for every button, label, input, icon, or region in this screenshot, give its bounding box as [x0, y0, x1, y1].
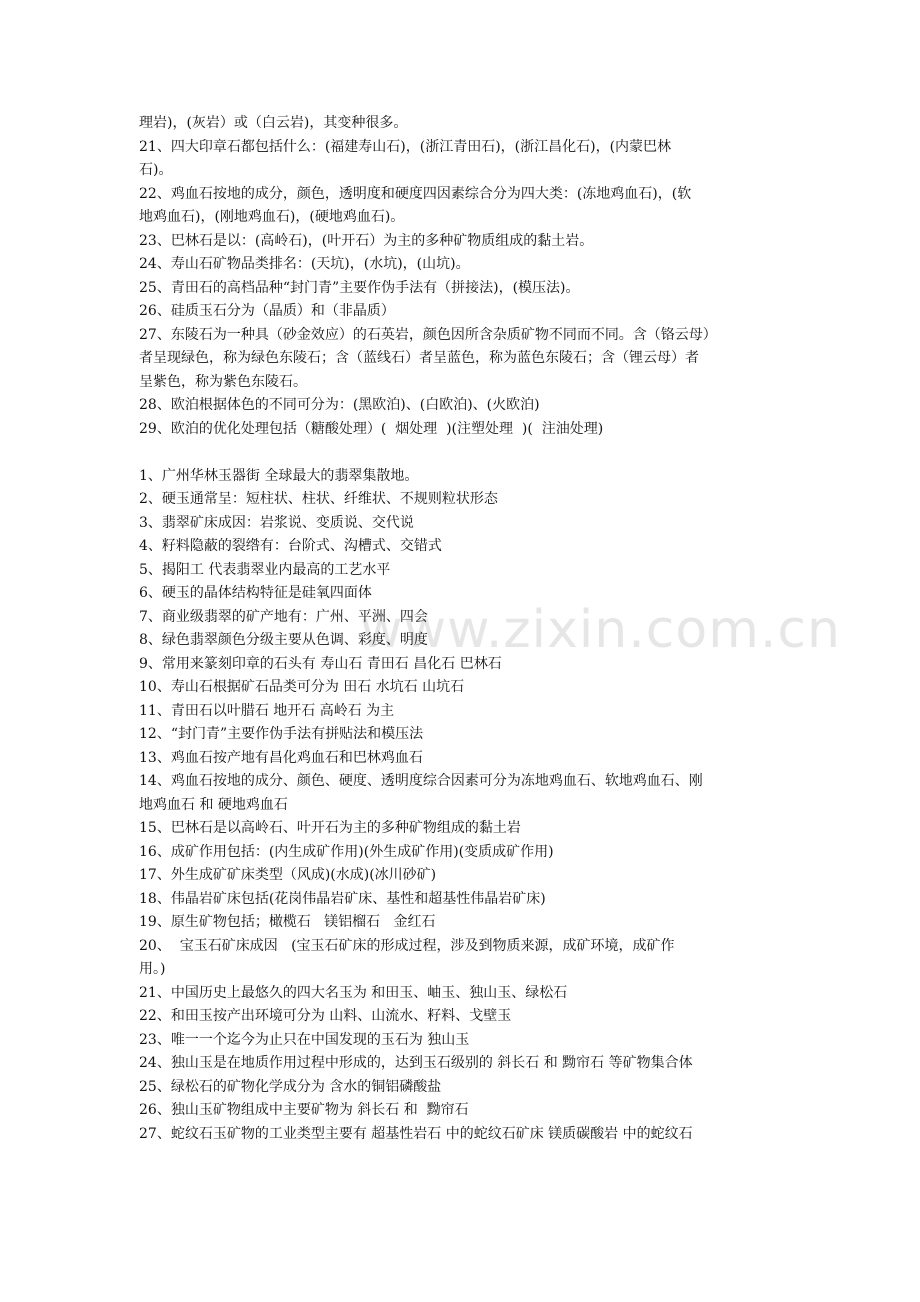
text-line: 1、广州华林玉器街 全球最大的翡翠集散地。: [139, 467, 419, 484]
text-line: 29、欧泊的优化处理包括（糖酸处理）( 烟处理 )(注塑处理 )( 注油处理): [139, 420, 604, 437]
text-line: 呈紫色，称为紫色东陵石。: [139, 373, 307, 390]
text-line: 16、成矿作用包括：(内生成矿作用)(外生成矿作用)(变质成矿作用): [139, 843, 554, 860]
document-body: [139, 112, 789, 1146]
text-line: 5、揭阳工 代表翡翠业内最高的工艺水平: [139, 561, 391, 578]
text-line: 3、翡翠矿床成因：岩浆说、变质说、交代说: [139, 514, 414, 531]
text-line: 22、鸡血石按地的成分，颜色，透明度和硬度四因素综合分为四大类：(冻地鸡血石)，(软: [139, 185, 692, 202]
text-line: 26、独山玉矿物组成中主要矿物为 斜长石 和 黝帘石: [139, 1102, 469, 1118]
text-line: 18、伟晶岩矿床包括(花岗伟晶岩矿床、基性和超基性伟晶岩矿床): [139, 890, 546, 907]
text-line: 地鸡血石)，(刚地鸡血石)，(硬地鸡血石)。: [139, 209, 405, 225]
text-line: 21、中国历史上最悠久的四大名玉为 和田玉、岫玉、独山玉、绿松石: [139, 984, 568, 1001]
text-line: 8、绿色翡翠颜色分级主要从色调、彩度、明度: [139, 632, 428, 648]
text-line: 25、青田石的高档品种“封门青”主要作伪手法有（拼接法)，(模压法)。: [139, 279, 580, 296]
text-line: 26、硅质玉石分为（晶质）和（非晶质）: [139, 303, 395, 319]
text-line: 17、外生成矿矿床类型（风成)(水成)(冰川砂矿): [139, 867, 437, 883]
text-line: 12、“封门青”主要作伪手法有拼贴法和模压法: [139, 726, 424, 742]
text-line: 25、绿松石的矿物化学成分为 含水的铜铝磷酸盐: [139, 1078, 442, 1095]
section-continued-list: [139, 112, 789, 441]
text-line: 10、寿山石根据矿石品类可分为 田石 水坑石 山坑石: [139, 679, 465, 695]
text-line: 20、 宝玉石矿床成因 (宝玉石矿床的形成过程，涉及到物质来源，成矿环境，成矿作: [139, 937, 675, 954]
text-line: 22、和田玉按产出环境可分为 山料、山流水、籽料、戈壁玉: [139, 1008, 512, 1024]
text-line: 13、鸡血石按产地有昌化鸡血石和巴林鸡血石: [139, 749, 423, 766]
section-numbered-list: [139, 465, 789, 1147]
text-line: 11、青田石以叶腊石 地开石 高岭石 为主: [139, 702, 395, 719]
text-line: 24、独山玉是在地质作用过程中形成的，达到玉石级别的 斜长石 和 黝帘石 等矿物集合体: [139, 1055, 693, 1071]
text-line: 用。): [139, 961, 166, 977]
text-line: 23、巴林石是以：(高岭石)，(叶开石）为主的多种矿物质组成的黏土岩。: [139, 232, 594, 249]
text-line: 2、硬玉通常呈：短柱状、柱状、纤维状、不规则粒状形态: [139, 491, 498, 507]
watermark: www.zixin.com.cn: [360, 600, 841, 660]
text-line: 14、鸡血石按地的成分、颜色、硬度、透明度综合因素可分为冻地鸡血石、软地鸡血石、刚: [139, 773, 703, 789]
text-line: 7、商业级翡翠的矿产地有：广州、平洲、四会: [139, 608, 428, 625]
text-line: 24、寿山石矿物品类排名：(天坑)，(水坑)，(山坑)。: [139, 256, 470, 272]
text-line: 21、四大印章石都包括什么：(福建寿山石)，(浙江青田石)，(浙江昌化石)，(内蒙巴林: [139, 138, 672, 155]
text-line: 理岩)，(灰岩）或（白云岩)，其变种很多。: [139, 115, 408, 131]
text-line: 15、巴林石是以高岭石、叶开石为主的多种矿物组成的黏土岩: [139, 820, 521, 836]
text-line: 4、籽料隐蔽的裂绺有：台阶式、沟槽式、交错式: [139, 538, 442, 554]
text-line: 地鸡血石 和 硬地鸡血石: [139, 796, 288, 813]
text-line: 9、常用来篆刻印章的石头有 寿山石 青田石 昌化石 巴林石: [139, 655, 502, 672]
text-line: 23、唯一一个迄今为止只在中国发现的玉石为 独山玉: [139, 1031, 470, 1048]
text-line: 28、欧泊根据体色的不同可分为：(黑欧泊)、(白欧泊)、(火欧泊): [139, 397, 540, 413]
text-line: 者呈现绿色，称为绿色东陵石；含（蓝线石）者呈蓝色，称为蓝色东陵石；含（锂云母）者: [139, 350, 699, 366]
text-line: 19、原生矿物包括；橄榄石 镁铝榴石 金红石: [139, 914, 436, 930]
text-line: 27、东陵石为一种具（砂金效应）的石英岩，颜色因所含杂质矿物不同而不同。含（铬云母）: [139, 326, 717, 343]
text-line: 27、蛇纹石玉矿物的工业类型主要有 超基性岩石 中的蛇纹石矿床 镁质碳酸岩 中的蛇纹石: [139, 1125, 693, 1142]
text-line: 石)。: [139, 162, 173, 178]
text-line: 6、硬玉的晶体结构特征是硅氧四面体: [139, 585, 372, 601]
paragraph-gap: [139, 441, 789, 465]
